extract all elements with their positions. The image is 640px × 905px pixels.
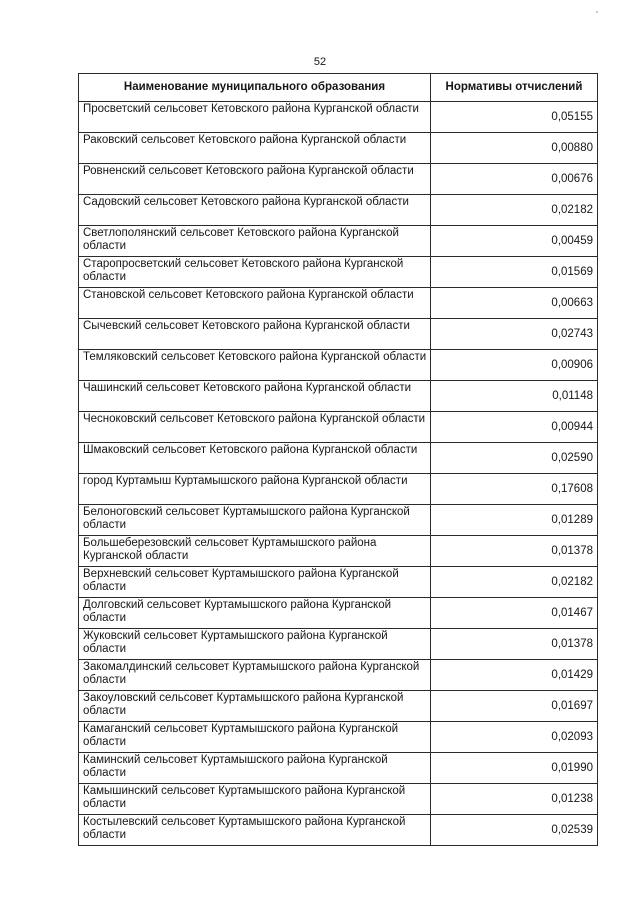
allocation-norm-cell: 0,02743 — [431, 319, 598, 350]
table-row — [79, 722, 598, 753]
allocation-norm-cell: 0,02093 — [431, 722, 598, 753]
allocation-norm-cell: 0,00459 — [431, 226, 598, 257]
header-allocation-norms: Нормативы отчислений — [431, 74, 598, 102]
municipality-name-cell: Камаганский сельсовет Куртамышского района Курганской области — [79, 722, 431, 753]
page-number: 52 — [313, 56, 327, 68]
table-row — [79, 164, 598, 195]
allocation-norm-cell: 0,00944 — [431, 412, 598, 443]
allocation-norm-cell: 0,01990 — [431, 753, 598, 784]
allocation-table — [78, 73, 598, 846]
allocation-norm-cell: 0,01148 — [431, 381, 598, 412]
table-header-row — [79, 74, 598, 102]
municipality-name-cell: Садовский сельсовет Кетовского района Курганской области — [79, 195, 431, 226]
table-row — [79, 195, 598, 226]
municipality-name-cell: Каминский сельсовет Куртамышского района Курганской области — [79, 753, 431, 784]
municipality-name-cell: Ровненский сельсовет Кетовского района Курганской области — [79, 164, 431, 195]
municipality-name-cell: Просветский сельсовет Кетовского района Курганской области — [79, 102, 431, 133]
municipality-name-cell: город Куртамыш Куртамышского района Курганской области — [79, 474, 431, 505]
allocation-norm-cell: 0,01467 — [431, 598, 598, 629]
municipality-name-cell: Чашинский сельсовет Кетовского района Курганской области — [79, 381, 431, 412]
allocation-norm-cell: 0,02182 — [431, 567, 598, 598]
municipality-name-cell: Темляковский сельсовет Кетовского района Курганской области — [79, 350, 431, 381]
municipality-name-cell: Закомалдинский сельсовет Куртамышского района Курганской области — [79, 660, 431, 691]
allocation-norm-cell: 0,01569 — [431, 257, 598, 288]
municipality-name-cell: Белоноговский сельсовет Куртамышского района Курганской области — [79, 505, 431, 536]
header-municipality-name: Наименование муниципального образования — [79, 74, 431, 102]
table-row — [79, 598, 598, 629]
table-row — [79, 753, 598, 784]
table-row — [79, 505, 598, 536]
municipality-name-cell: Старопросветский сельсовет Кетовского района Курганской области — [79, 257, 431, 288]
table-row — [79, 102, 598, 133]
allocation-norm-cell: 0,02590 — [431, 443, 598, 474]
municipality-name-cell: Долговский сельсовет Куртамышского района Курганской области — [79, 598, 431, 629]
table-row — [79, 226, 598, 257]
municipality-name-cell: Верхневский сельсовет Куртамышского района Курганской области — [79, 567, 431, 598]
allocation-norm-cell: 0,17608 — [431, 474, 598, 505]
table-row — [79, 815, 598, 846]
table-row — [79, 443, 598, 474]
table-row — [79, 381, 598, 412]
table-row — [79, 691, 598, 722]
municipality-name-cell: Жуковский сельсовет Куртамышского района Курганской области — [79, 629, 431, 660]
scan-artifact-dot — [596, 11, 598, 13]
allocation-norm-cell: 0,00663 — [431, 288, 598, 319]
allocation-norm-cell: 0,00880 — [431, 133, 598, 164]
allocation-norm-cell: 0,01238 — [431, 784, 598, 815]
allocation-norm-cell: 0,01378 — [431, 536, 598, 567]
municipality-name-cell: Раковский сельсовет Кетовского района Курганской области — [79, 133, 431, 164]
table-row — [79, 288, 598, 319]
table-row — [79, 536, 598, 567]
table-row — [79, 350, 598, 381]
municipality-name-cell: Сычевский сельсовет Кетовского района Курганской области — [79, 319, 431, 350]
table-row — [79, 474, 598, 505]
table-row — [79, 257, 598, 288]
municipality-name-cell: Большеберезовский сельсовет Куртамышского района Курганской области — [79, 536, 431, 567]
allocation-norm-cell: 0,05155 — [431, 102, 598, 133]
table-row — [79, 567, 598, 598]
allocation-norm-cell: 0,01378 — [431, 629, 598, 660]
municipality-name-cell: Становской сельсовет Кетовского района Курганской области — [79, 288, 431, 319]
allocation-norm-cell: 0,01429 — [431, 660, 598, 691]
table-row — [79, 784, 598, 815]
municipality-name-cell: Чесноковский сельсовет Кетовского района Курганской области — [79, 412, 431, 443]
allocation-norm-cell: 0,00676 — [431, 164, 598, 195]
municipality-name-cell: Шмаковский сельсовет Кетовского района Курганской области — [79, 443, 431, 474]
allocation-norm-cell: 0,00906 — [431, 350, 598, 381]
allocation-norm-cell: 0,02539 — [431, 815, 598, 846]
municipality-name-cell: Камышинский сельсовет Куртамышского района Курганской области — [79, 784, 431, 815]
table-row — [79, 412, 598, 443]
allocation-norm-cell: 0,02182 — [431, 195, 598, 226]
table-row — [79, 133, 598, 164]
table-row — [79, 629, 598, 660]
allocation-norm-cell: 0,01289 — [431, 505, 598, 536]
municipality-name-cell: Закоуловский сельсовет Куртамышского района Курганской области — [79, 691, 431, 722]
table-row — [79, 319, 598, 350]
allocation-norm-cell: 0,01697 — [431, 691, 598, 722]
table-row — [79, 660, 598, 691]
table-body — [79, 102, 598, 846]
municipality-name-cell: Светлополянский сельсовет Кетовского района Курганской области — [79, 226, 431, 257]
municipality-name-cell: Костылевский сельсовет Куртамышского района Курганской области — [79, 815, 431, 846]
